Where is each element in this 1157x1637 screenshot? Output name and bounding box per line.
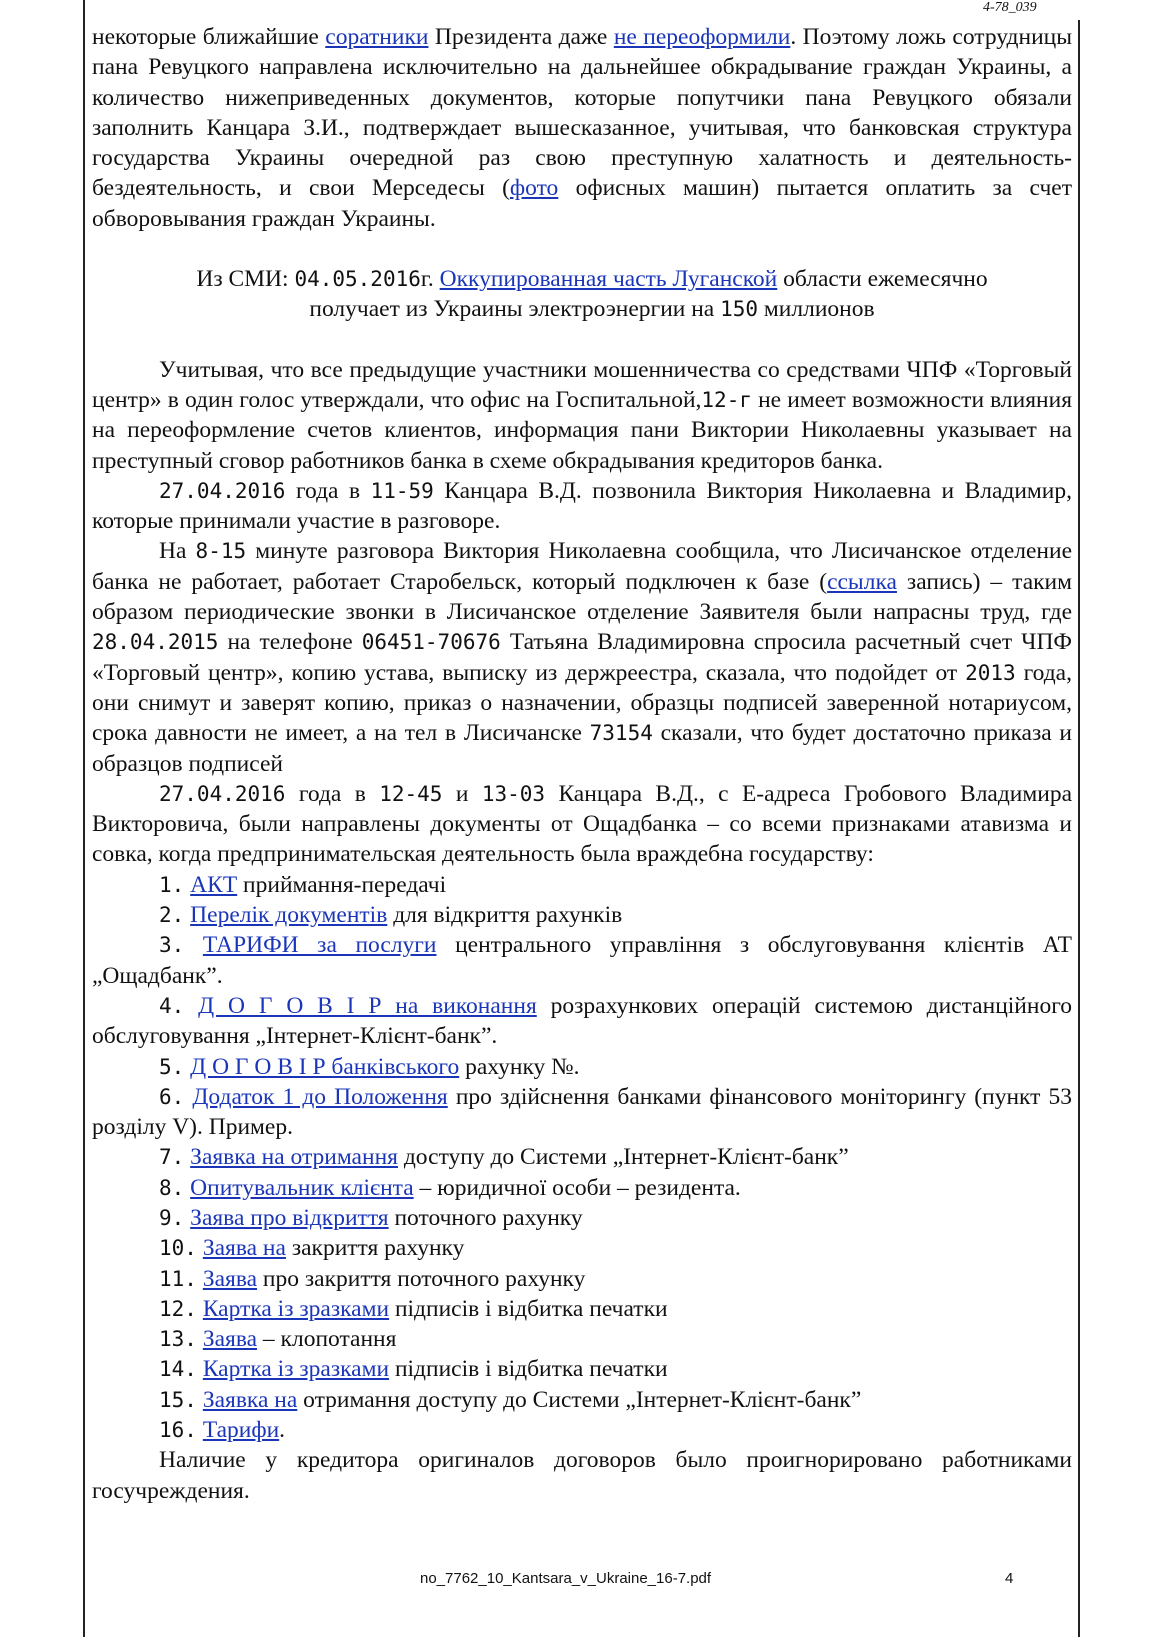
list-item: [92, 1233, 1072, 1263]
document-list: [92, 870, 1072, 1446]
list-text: поточного рахунку: [388, 1204, 583, 1231]
date: 27.04.2016: [159, 781, 286, 806]
list-item: [92, 1142, 1072, 1172]
text: года в: [285, 780, 380, 807]
list-link[interactable]: Картка із зразками: [202, 1356, 390, 1383]
text: миллионов: [758, 296, 875, 323]
paragraph-call-1: [92, 476, 1072, 537]
text: не имеет возможности влияния на переоформление счетов клиентов, информация пани Виктории Николаевны указывает на преступный сговор работников банка в схеме обкрадывания кредиторов банка.: [92, 386, 1072, 474]
list-item: [92, 1203, 1072, 1233]
list-number: 10.: [159, 1236, 197, 1261]
list-number: 5.: [159, 1054, 185, 1079]
text: Татьяна Владимировна спросила расчетный счет ЧПФ «Торговый центр», копию устава, выписку из держреестра, сказала, что подойдет от: [92, 629, 1072, 686]
list-number: 13.: [159, 1327, 197, 1352]
list-number: 4.: [159, 993, 185, 1018]
text: сказали, что будет достаточно приказа и образцов подписей: [92, 720, 1072, 777]
list-number: 8.: [159, 1175, 185, 1200]
list-number: 7.: [159, 1145, 185, 1170]
text: запись) – таким образом периодические звонки в Лисичанское отделение Заявителя были напрасны труд, где: [92, 568, 1072, 626]
link-ne-pereoformili[interactable]: не переоформили: [613, 24, 791, 50]
text: на телефоне: [218, 629, 362, 656]
text: Учитывая, что все предыдущие участники мошенничества со средствами ЧПФ «Торговый центр» в один голос утверждали, что офис на Госпитальной,: [92, 356, 1072, 413]
list-link[interactable]: АКТ: [190, 871, 238, 898]
list-text: отримання доступу до Системи „Інтернет-Клієнт-банк”: [297, 1386, 862, 1413]
paragraph-intro: [92, 22, 1072, 234]
text: Канцара В.Д., с Е-адреса Гробового Владимира Викторовича, были направлены документы от Ощадбанка – со всеми признаками атавизма и совка, когда предпринимательская деятельность была враждебна государству:: [92, 780, 1073, 868]
list-item: [92, 1324, 1072, 1354]
list-item: [92, 1385, 1072, 1415]
list-number: 3.: [159, 933, 185, 958]
text: минуте разговора Виктория Николаевна сообщила, что Лисичанское отделение банка не работает, работает Старобельск, который подключен к базе (: [92, 538, 1073, 595]
list-link[interactable]: Опитувальник клієнта: [190, 1174, 414, 1201]
text: Президента даже: [428, 24, 614, 50]
phone-number: 73154: [589, 721, 653, 746]
date: 27.04.2016: [159, 478, 286, 503]
time: 13-03: [481, 781, 546, 806]
list-item: [92, 1173, 1072, 1203]
list-link[interactable]: Тарифи: [202, 1417, 280, 1444]
list-number: 14.: [159, 1357, 197, 1382]
list-number: 15.: [159, 1387, 197, 1412]
list-text: розрахункових операцій системою дистанційного обслуговування „Інтернет-Клієнт-банк”.: [92, 992, 1073, 1050]
spacer: [92, 234, 1072, 264]
news-number: 150: [720, 297, 759, 322]
link-okkupirovannaya[interactable]: Оккупированная часть Луганской: [439, 266, 778, 293]
list-link[interactable]: Заявка на: [202, 1386, 298, 1413]
link-soratniki[interactable]: соратники: [325, 24, 429, 50]
text: Канцара В.Д. позвонила Виктория Николаевна и Владимир, которые принимали участие в разговоре.: [92, 477, 1072, 535]
list-number: 1.: [159, 872, 185, 897]
list-link[interactable]: Перелік документів: [190, 902, 388, 929]
list-number: 6.: [159, 1084, 185, 1109]
list-number: 2.: [159, 903, 185, 928]
news-date: 04.05.2016: [294, 267, 421, 292]
address-number: 12-г: [701, 387, 752, 412]
list-number: 9.: [159, 1205, 185, 1230]
list-item: [92, 900, 1072, 930]
time: 11-59: [370, 478, 434, 503]
list-item: [92, 1354, 1072, 1384]
list-text: для відкриття рахунків: [387, 902, 623, 929]
link-foto[interactable]: фото: [509, 175, 559, 202]
page-number: 4: [1005, 1570, 1014, 1587]
page-body: [92, 22, 1072, 1506]
list-text: центрального управління з обслуговування клієнтів АТ „Ощадбанк”.: [92, 932, 1072, 989]
list-text: доступу до Системи „Інтернет-Клієнт-банк”: [397, 1144, 849, 1171]
text: и: [442, 780, 482, 807]
list-number: 16.: [159, 1418, 197, 1443]
paragraph-email: [92, 779, 1072, 870]
year: 2013: [965, 660, 1016, 685]
list-link[interactable]: Заявка на отримання: [190, 1144, 398, 1171]
link-ssylka[interactable]: ссылка: [827, 568, 897, 595]
text: г.: [420, 266, 440, 293]
right-margin-rule: [1078, 20, 1080, 1637]
text: некоторые ближайшие: [92, 24, 326, 50]
list-text: – клопотання: [257, 1326, 397, 1353]
minute: 8-15: [195, 539, 247, 564]
list-link[interactable]: Заява на: [202, 1235, 286, 1262]
list-item: [92, 1415, 1072, 1445]
list-item: [92, 930, 1072, 991]
document-id: 4-78_039: [983, 0, 1037, 15]
list-link[interactable]: ТАРИФИ за послуги: [202, 932, 437, 959]
list-text: про здійснення банками фінансового моніторингу (пункт 53 розділу V). Пример.: [92, 1083, 1073, 1141]
list-link[interactable]: Д О Г О В І Р банківського: [190, 1053, 460, 1080]
news-quote: [92, 264, 1072, 325]
footer-filename: no_7762_10_Kantsara_v_Ukraine_16-7.pdf: [420, 1570, 712, 1587]
text: офисных машин) пытается оплатить за счет обворовывания граждан Украины.: [92, 175, 1072, 232]
time: 12-45: [379, 781, 443, 806]
text: года в: [285, 477, 371, 504]
text: На: [159, 538, 196, 565]
text: года, они снимут и заверят копию, приказ о назначении, образцы подписей заверенной нотариусом, срока давности не имеет, а на тел в Лисичанске: [92, 659, 1072, 747]
list-number: 11.: [159, 1266, 197, 1291]
list-text: підписів і відбитка печатки: [389, 1356, 668, 1383]
list-text: підписів і відбитка печатки: [389, 1295, 668, 1322]
list-item: [92, 1082, 1072, 1143]
list-item: [92, 1294, 1072, 1324]
text: области ежемесячно получает из Украины электроэнергии на: [309, 266, 988, 323]
text: . Поэтому ложь сотрудницы пана Ревуцкого направлена исключительно на дальнейшее обкрадывание граждан Украины, а количество нижеприведенных документов, которые попутчики пана Ревуцкого обязали заполнить Канцара З.И., подтверждает вышесказанное, учитывая, что банковская структура государства Украины очередной раз свою преступную халатность и деятельность-бездеятельность, и свои Мерседесы (: [92, 24, 1073, 202]
list-text: .: [279, 1417, 286, 1444]
list-text: про закриття поточного рахунку: [257, 1265, 586, 1292]
list-text: – юридичної особи – резидента.: [413, 1174, 741, 1201]
phone-number: 06451-70676: [361, 630, 501, 655]
list-item: [92, 991, 1072, 1052]
list-link[interactable]: Додаток 1 до Положення: [192, 1083, 448, 1110]
list-link[interactable]: Д О Г О В І Р на виконання: [198, 992, 537, 1019]
list-link[interactable]: Заява про відкриття: [190, 1204, 389, 1231]
paragraph-closing: Наличие у кредитора оригиналов договоров было проигнорировано работниками госучреждения.: [92, 1447, 1072, 1504]
date: 28.04.2015: [92, 630, 219, 655]
spacer: [92, 325, 1072, 355]
list-text: приймання-передачі: [237, 871, 447, 898]
list-item: [92, 1264, 1072, 1294]
list-number: 12.: [159, 1296, 197, 1321]
list-text: рахунку №.: [459, 1053, 580, 1080]
list-link[interactable]: Заява: [202, 1265, 258, 1292]
paragraph-uchityvaya: [92, 355, 1072, 476]
paragraph-call-2: [92, 536, 1072, 778]
list-text: закриття рахунку: [285, 1235, 465, 1262]
left-margin-rule: [83, 0, 85, 1637]
list-item: [92, 870, 1072, 900]
list-item: [92, 1052, 1072, 1082]
list-link[interactable]: Заява: [202, 1326, 258, 1353]
list-link[interactable]: Картка із зразками: [202, 1295, 390, 1322]
text: Из СМИ:: [196, 266, 295, 293]
